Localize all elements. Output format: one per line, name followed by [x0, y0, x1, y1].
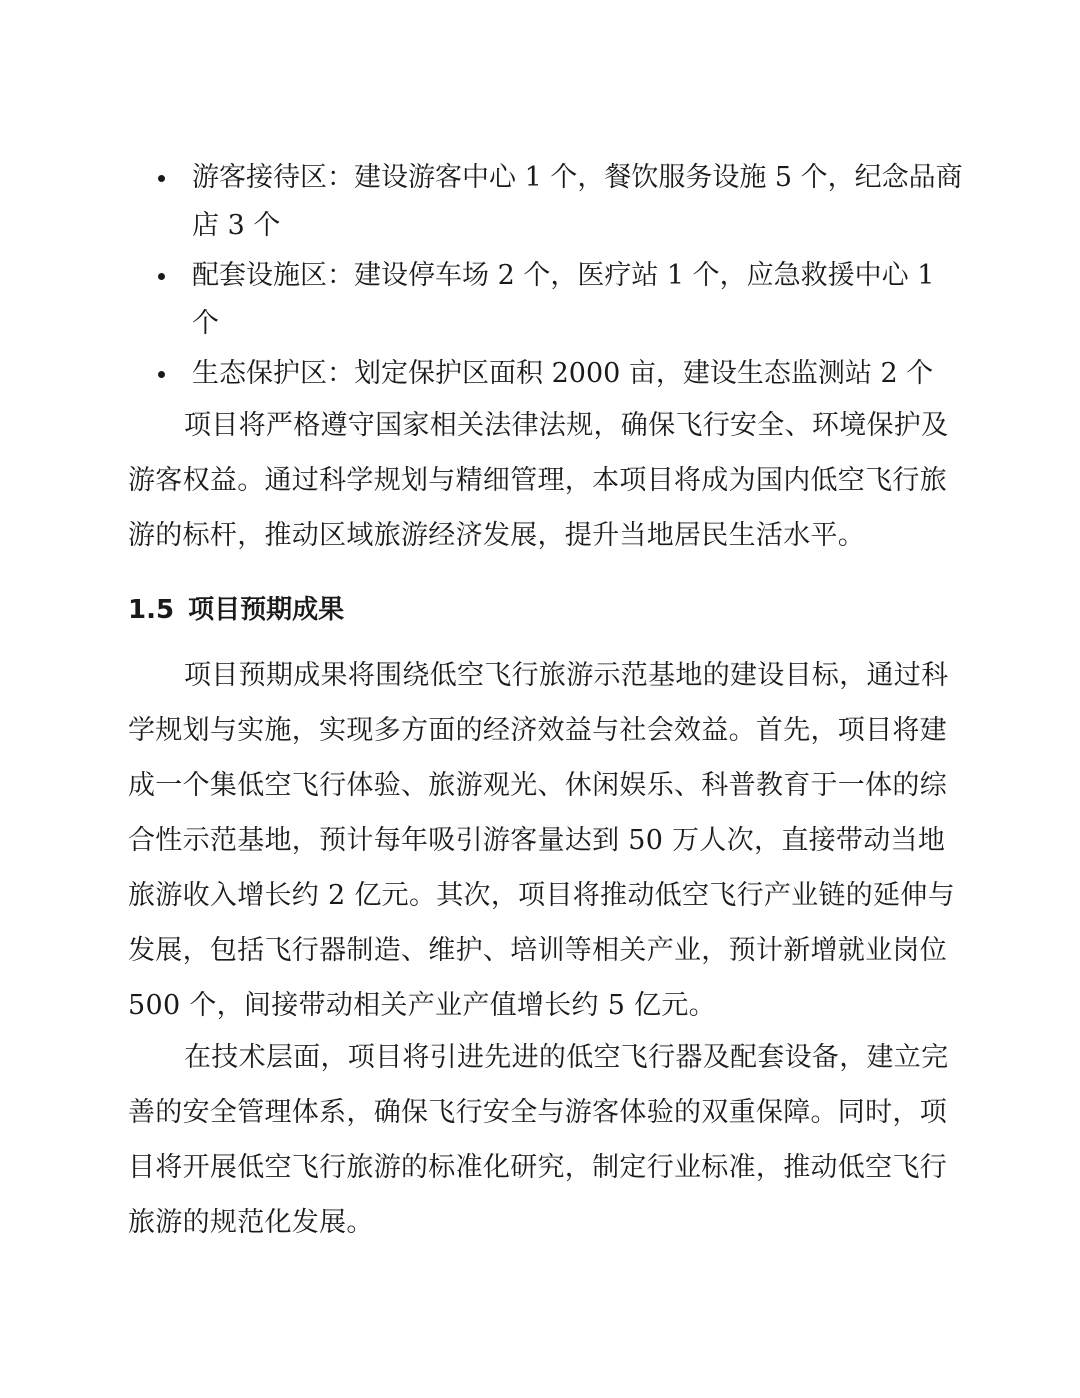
bullet-icon	[158, 175, 165, 182]
section-number: 1.5	[128, 595, 175, 625]
section-title: 项目预期成果	[188, 595, 345, 625]
paragraph-expected-results: 项目预期成果将围绕低空飞行旅游示范基地的建设目标，通过科学规划与实施，实现多方面的经济效益与社会效益。首先，项目将建成一个集低空飞行体验、旅游观光、休闲娱乐、科普教育于一体的综合性示范基地，预计每年吸引游客量达到 50 万人次，直接带动当地旅游收入增长约 2 亿元。其次，项目将推动低空飞行产业链的延伸与发展，包括飞行器制造、维护、培训等相关产业，预计新增就业岗位 500 个，间接带动相关产业产值增长约 5 亿元。	[128, 660, 955, 1021]
list-item	[150, 350, 970, 398]
paragraph-technical: 在技术层面，项目将引进先进的低空飞行器及配套设备，建立完善的安全管理体系，确保飞行安全与游客体验的双重保障。同时，项目将开展低空飞行旅游的标准化研究，制定行业标准，推动低空飞行旅游的规范化发展。	[128, 1042, 949, 1238]
list-item	[150, 154, 970, 250]
bullet-text: 配套设施区：建设停车场 2 个，医疗站 1 个，应急救援中心 1 个	[192, 260, 935, 339]
section-heading	[128, 588, 344, 632]
bullet-icon	[158, 371, 165, 378]
facility-bullet-list	[150, 154, 970, 400]
paragraph-compliance: 项目将严格遵守国家相关法律法规，确保飞行安全、环境保护及游客权益。通过科学规划与精细管理，本项目将成为国内低空飞行旅游的标杆，推动区域旅游经济发展，提升当地居民生活水平。	[128, 410, 949, 551]
bullet-icon	[158, 273, 165, 280]
bullet-text: 生态保护区：划定保护区面积 2000 亩，建设生态监测站 2 个	[192, 358, 934, 389]
bullet-text: 游客接待区：建设游客中心 1 个，餐饮服务设施 5 个，纪念品商店 3 个	[192, 162, 963, 241]
list-item	[150, 252, 970, 348]
